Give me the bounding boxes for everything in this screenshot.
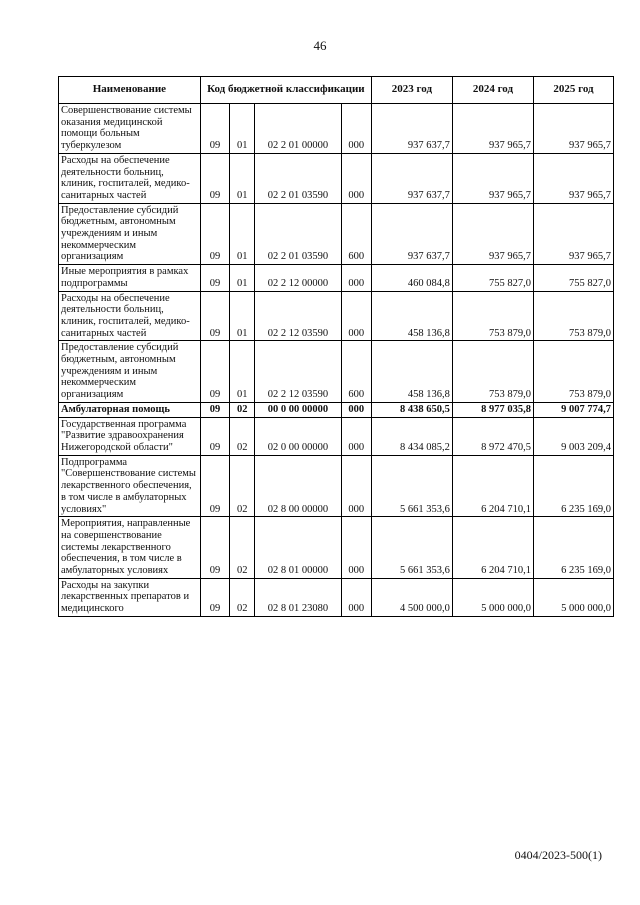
code-target: 02 2 01 00000 bbox=[255, 104, 341, 154]
table-row bbox=[59, 265, 614, 291]
amount-2023: 937 637,7 bbox=[371, 104, 452, 154]
code-subsection: 01 bbox=[230, 291, 255, 341]
amount-2023: 458 136,8 bbox=[371, 341, 452, 403]
amount-2025: 6 235 169,0 bbox=[533, 455, 613, 517]
amount-2023: 458 136,8 bbox=[371, 291, 452, 341]
row-name bbox=[59, 291, 201, 341]
code-subsection: 02 bbox=[230, 517, 255, 579]
amount-2025: 755 827,0 bbox=[533, 265, 613, 291]
code-subsection: 01 bbox=[230, 265, 255, 291]
row-name bbox=[59, 341, 201, 403]
row-name bbox=[59, 402, 201, 417]
code-target: 02 2 12 00000 bbox=[255, 265, 341, 291]
table-row bbox=[59, 402, 614, 417]
row-name bbox=[59, 265, 201, 291]
header-2024: 2024 год bbox=[452, 77, 533, 104]
code-section: 09 bbox=[200, 578, 229, 616]
row-name-text: Предоставление субсидий бюджетным, автономным учреждениям и иным некоммерческим организациям bbox=[61, 204, 179, 263]
row-name-text: Совершенствование системы оказания медицинской помощи больным туберкулезом bbox=[61, 105, 192, 152]
document-code: 0404/2023-500(1) bbox=[514, 848, 602, 862]
code-section: 09 bbox=[200, 455, 229, 517]
amount-2025: 753 879,0 bbox=[533, 341, 613, 403]
row-name-text: Предоставление субсидий бюджетным, автономным учреждениям и иным некоммерческим организациям bbox=[61, 342, 179, 401]
code-subsection: 01 bbox=[230, 203, 255, 265]
code-target: 02 2 01 03590 bbox=[255, 153, 341, 203]
code-section: 09 bbox=[200, 203, 229, 265]
code-subsection: 01 bbox=[230, 341, 255, 403]
code-expense-type: 000 bbox=[341, 291, 371, 341]
code-section: 09 bbox=[200, 291, 229, 341]
table-header-row bbox=[59, 77, 614, 104]
table-row bbox=[59, 341, 614, 403]
amount-2025: 5 000 000,0 bbox=[533, 578, 613, 616]
code-expense-type: 000 bbox=[341, 455, 371, 517]
amount-2023: 937 637,7 bbox=[371, 153, 452, 203]
amount-2024: 8 972 470,5 bbox=[452, 417, 533, 455]
row-name bbox=[59, 517, 201, 579]
code-section: 09 bbox=[200, 153, 229, 203]
table-row bbox=[59, 578, 614, 616]
amount-2024: 6 204 710,1 bbox=[452, 517, 533, 579]
amount-2025: 937 965,7 bbox=[533, 203, 613, 265]
row-name-text: Государственная программа "Развитие здравоохранения Нижегородской области" bbox=[61, 418, 187, 453]
code-target: 02 8 01 23080 bbox=[255, 578, 341, 616]
budget-table bbox=[58, 76, 614, 617]
code-target: 00 0 00 00000 bbox=[255, 402, 341, 417]
row-name-text: Подпрограмма "Совершенствование системы лекарственного обеспечения, в том числе в амбулаторных условиях" bbox=[61, 456, 196, 515]
amount-2024: 755 827,0 bbox=[452, 265, 533, 291]
code-expense-type: 000 bbox=[341, 265, 371, 291]
amount-2025: 937 965,7 bbox=[533, 153, 613, 203]
amount-2023: 4 500 000,0 bbox=[371, 578, 452, 616]
table-row bbox=[59, 417, 614, 455]
amount-2023: 8 438 650,5 bbox=[371, 402, 452, 417]
amount-2024: 753 879,0 bbox=[452, 341, 533, 403]
code-subsection: 02 bbox=[230, 455, 255, 517]
header-2025: 2025 год bbox=[533, 77, 613, 104]
code-subsection: 01 bbox=[230, 104, 255, 154]
code-target: 02 8 01 00000 bbox=[255, 517, 341, 579]
code-section: 09 bbox=[200, 517, 229, 579]
row-name-text: Расходы на закупки лекарственных препаратов и медицинского bbox=[61, 579, 190, 615]
code-section: 09 bbox=[200, 417, 229, 455]
amount-2025: 753 879,0 bbox=[533, 291, 613, 341]
code-expense-type: 000 bbox=[341, 153, 371, 203]
row-name bbox=[59, 455, 201, 517]
header-2023: 2023 год bbox=[371, 77, 452, 104]
amount-2023: 8 434 085,2 bbox=[371, 417, 452, 455]
row-name-text: Расходы на обеспечение деятельности больниц, клиник, госпиталей, медико-санитарных частей bbox=[61, 154, 190, 201]
header-name: Наименование bbox=[59, 77, 201, 104]
code-subsection: 02 bbox=[230, 417, 255, 455]
code-expense-type: 000 bbox=[341, 517, 371, 579]
code-target: 02 2 01 03590 bbox=[255, 203, 341, 265]
page-number: 46 bbox=[313, 38, 327, 53]
header-code: Код бюджетной классификации bbox=[200, 77, 371, 104]
amount-2024: 937 965,7 bbox=[452, 153, 533, 203]
code-section: 09 bbox=[200, 265, 229, 291]
table-row bbox=[59, 291, 614, 341]
amount-2024: 937 965,7 bbox=[452, 104, 533, 154]
amount-2023: 5 661 353,6 bbox=[371, 517, 452, 579]
code-section: 09 bbox=[200, 341, 229, 403]
table-row bbox=[59, 455, 614, 517]
amount-2023: 5 661 353,6 bbox=[371, 455, 452, 517]
code-target: 02 8 00 00000 bbox=[255, 455, 341, 517]
row-name-text: Расходы на обеспечение деятельности больниц, клиник, госпиталей, медико-санитарных частей bbox=[61, 292, 190, 339]
amount-2024: 8 977 035,8 bbox=[452, 402, 533, 417]
row-name bbox=[59, 203, 201, 265]
amount-2024: 937 965,7 bbox=[452, 203, 533, 265]
code-target: 02 2 12 03590 bbox=[255, 341, 341, 403]
code-subsection: 02 bbox=[230, 402, 255, 417]
row-name bbox=[59, 153, 201, 203]
amount-2023: 937 637,7 bbox=[371, 203, 452, 265]
amount-2024: 753 879,0 bbox=[452, 291, 533, 341]
amount-2025: 937 965,7 bbox=[533, 104, 613, 154]
amount-2025: 6 235 169,0 bbox=[533, 517, 613, 579]
table-row bbox=[59, 104, 614, 154]
code-target: 02 0 00 00000 bbox=[255, 417, 341, 455]
row-name-text: Амбулаторная помощь bbox=[61, 403, 170, 415]
row-name-text: Мероприятия, направленные на совершенствование системы лекарственного обеспечения, в том числе в амбулаторных условиях bbox=[61, 518, 191, 577]
row-name bbox=[59, 417, 201, 455]
code-subsection: 02 bbox=[230, 578, 255, 616]
table-body bbox=[59, 104, 614, 617]
amount-2025: 9 003 209,4 bbox=[533, 417, 613, 455]
table-row bbox=[59, 203, 614, 265]
amount-2023: 460 084,8 bbox=[371, 265, 452, 291]
row-name bbox=[59, 104, 201, 154]
row-name bbox=[59, 578, 201, 616]
amount-2024: 6 204 710,1 bbox=[452, 455, 533, 517]
code-expense-type: 000 bbox=[341, 578, 371, 616]
code-expense-type: 000 bbox=[341, 402, 371, 417]
row-name-text: Иные мероприятия в рамках подпрограммы bbox=[61, 266, 189, 289]
code-section: 09 bbox=[200, 104, 229, 154]
code-expense-type: 600 bbox=[341, 203, 371, 265]
code-expense-type: 000 bbox=[341, 417, 371, 455]
code-expense-type: 000 bbox=[341, 104, 371, 154]
code-section: 09 bbox=[200, 402, 229, 417]
code-target: 02 2 12 03590 bbox=[255, 291, 341, 341]
table-row bbox=[59, 517, 614, 579]
code-expense-type: 600 bbox=[341, 341, 371, 403]
code-subsection: 01 bbox=[230, 153, 255, 203]
amount-2024: 5 000 000,0 bbox=[452, 578, 533, 616]
table-row bbox=[59, 153, 614, 203]
amount-2025: 9 007 774,7 bbox=[533, 402, 613, 417]
